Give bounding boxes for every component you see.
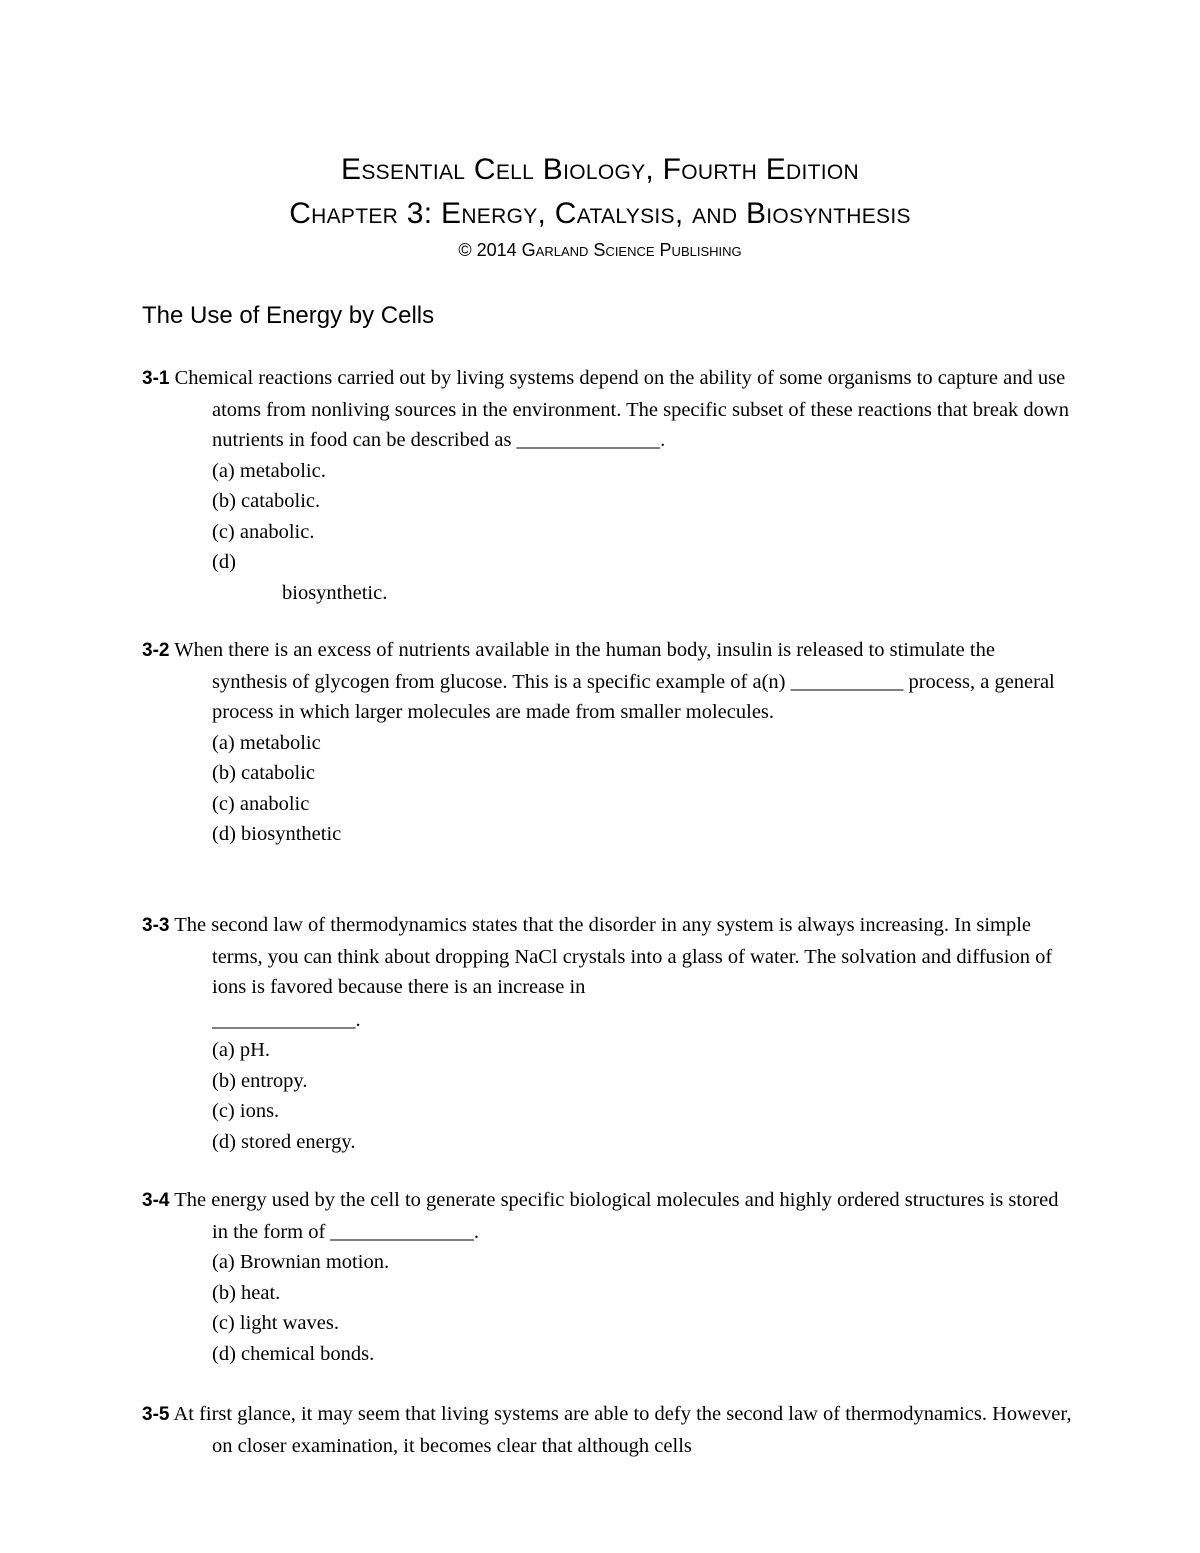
question-text-end: .: [660, 429, 666, 451]
question-text-end: .: [473, 1220, 480, 1243]
option-a: (a) Brownian motion.: [212, 1251, 390, 1273]
option-a: (a) metabolic.: [212, 459, 326, 482]
title-block: [0, 148, 1200, 262]
question-text: The second law of thermodynamics states that the disorder in any system is always increasing. In simple terms, you can think about dropping NaCl crystals into a glass of water. The solvation and diffusion of ions is favored because there is an increase in: [169, 914, 1053, 998]
question-3-3: [142, 910, 1072, 1157]
answer-blank-line: [142, 1005, 1072, 1036]
option-d: (d) chemical bonds.: [212, 1342, 375, 1365]
question-3-5: [142, 1399, 1072, 1461]
question-text: At first glance, it may seem that living systems are able to defy the second law of thermodynamics. However, on closer examination, it becomes clear that although cells: [169, 1403, 1072, 1457]
book-title: Essential Cell Biology, Fourth Edition: [341, 153, 859, 186]
question-text: Chemical reactions carried out by living systems depend on the ability of some organisms to capture and use atoms from nonliving sources in the environment. The specific subset of these reactions that break down nutrients in food can be described as: [169, 367, 1069, 451]
question-stem: [142, 363, 1072, 456]
chapter-title: Chapter 3: Energy, Catalysis, and Biosynthesis: [289, 197, 911, 230]
question-stem: [142, 635, 1072, 728]
question-number: 3-5: [142, 1404, 170, 1425]
question-text: When there is an excess of nutrients available in the human body, insulin is released to stimulate the synthesis of glycogen from glucose. This is a specific example of a(n): [169, 639, 995, 693]
question-text: The energy used by the cell to generate specific biological molecules and highly ordered structures is stored in the form of: [169, 1189, 1059, 1243]
option-d: (d): [212, 551, 236, 573]
question-number: 3-3: [142, 915, 170, 936]
question-stem: [142, 910, 1072, 1003]
question-text-end: process, a general process in which larger molecules are made from smaller molecules.: [212, 670, 1055, 723]
option-d-continuation: biosynthetic.: [282, 581, 388, 604]
section-heading: The Use of Energy by Cells: [142, 302, 435, 329]
answer-blank: ______________: [212, 1008, 356, 1031]
question-3-4: [142, 1185, 1072, 1369]
option-b: (b) heat.: [212, 1281, 281, 1304]
option-d: (d) stored energy.: [212, 1130, 356, 1153]
question-stem: [142, 1185, 1072, 1247]
option-c: (c) ions.: [212, 1100, 280, 1122]
option-c: (c) light waves.: [212, 1312, 339, 1334]
question-text-end: .: [355, 1008, 361, 1031]
option-c: (c) anabolic.: [212, 520, 315, 543]
question-number: 3-1: [142, 368, 170, 389]
option-b: (b) entropy.: [212, 1069, 308, 1092]
answer-blank: ___________: [790, 670, 904, 693]
question-3-1: [142, 363, 1072, 608]
answer-blank: ______________: [516, 429, 661, 451]
option-c: (c) anabolic: [212, 792, 310, 815]
option-b: (b) catabolic.: [212, 490, 321, 512]
question-3-2: [142, 635, 1072, 850]
answer-blank: ______________: [330, 1220, 474, 1243]
option-b: (b) catabolic: [212, 762, 316, 784]
question-stem: [142, 1399, 1072, 1461]
question-number: 3-4: [142, 1190, 170, 1211]
option-d: (d) biosynthetic: [212, 823, 342, 845]
option-a: (a) pH.: [212, 1039, 271, 1061]
copyright-notice: © 2014 Garland Science Publishing: [458, 240, 742, 260]
option-a: (a) metabolic: [212, 731, 321, 754]
question-number: 3-2: [142, 640, 170, 661]
